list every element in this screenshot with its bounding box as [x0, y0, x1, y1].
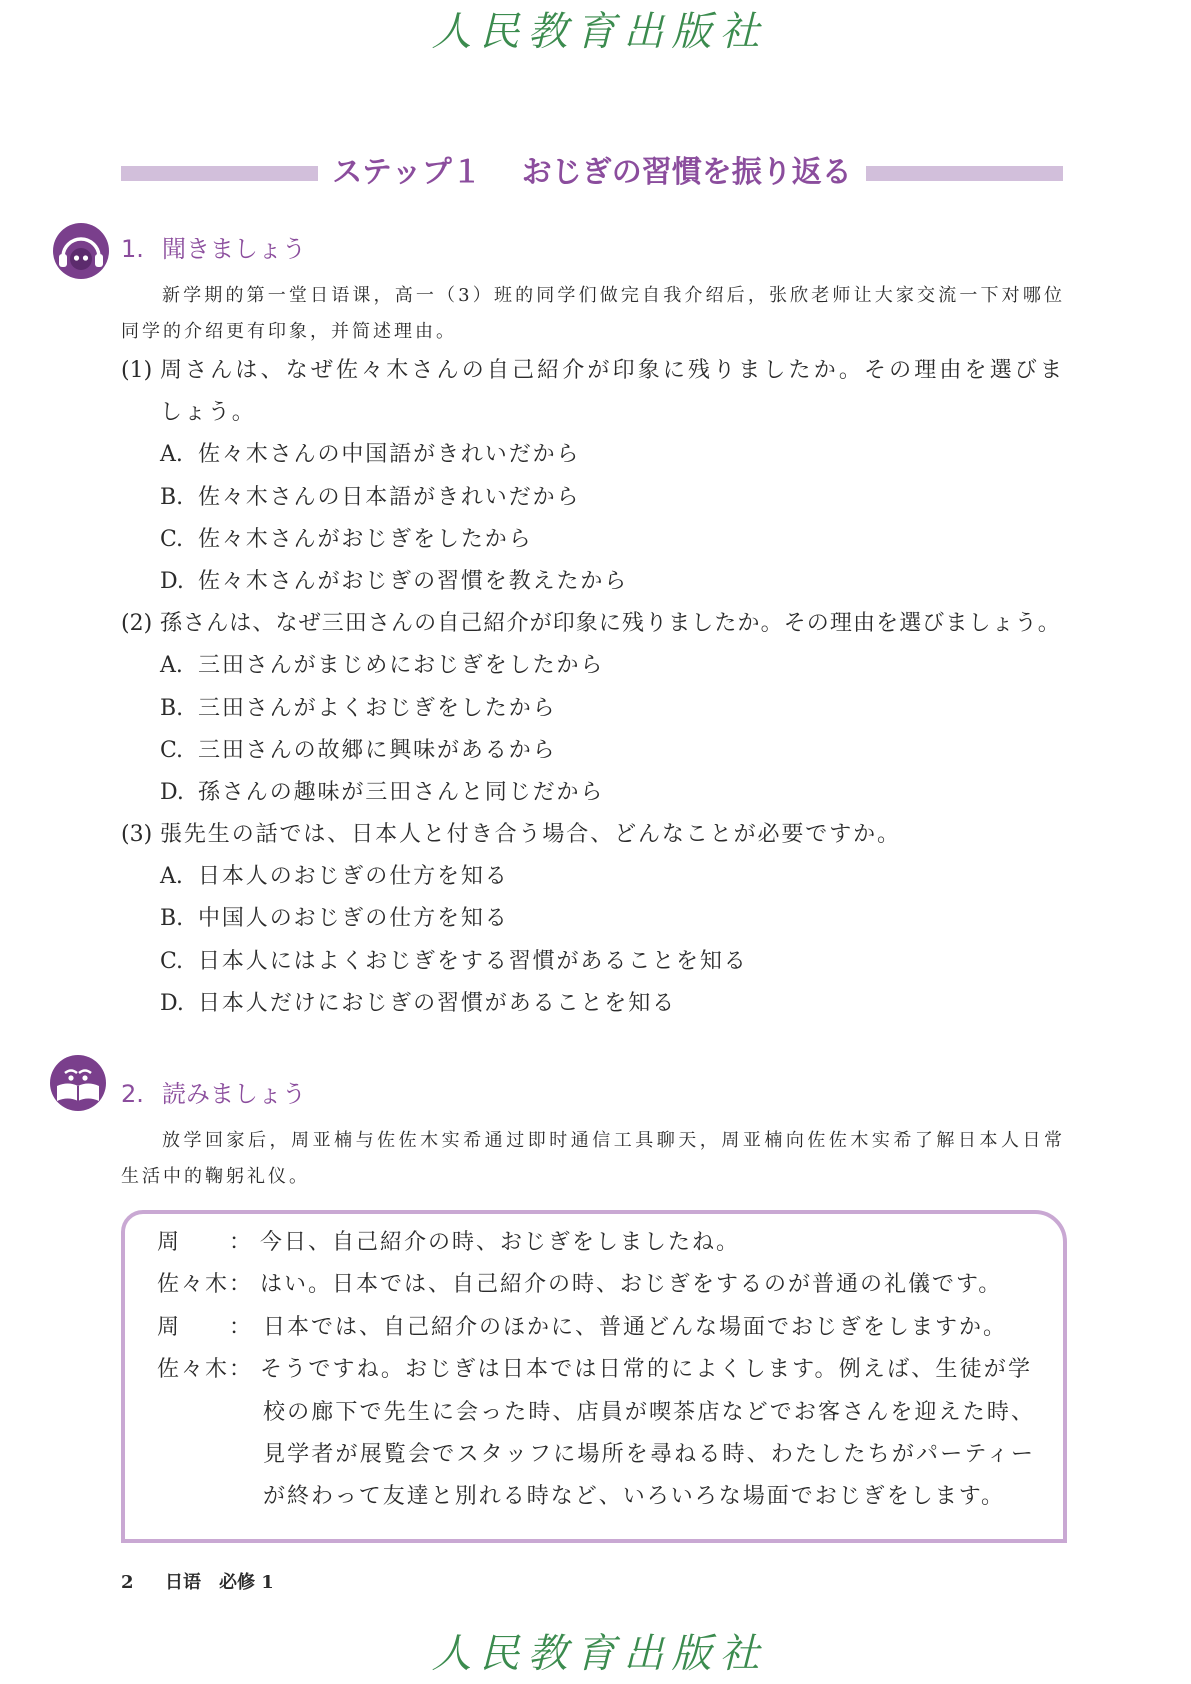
- step-banner: [121, 152, 1063, 194]
- intro-line-text: 生活中的鞠躬礼仪。: [121, 1166, 310, 1187]
- option-row: [121, 519, 1111, 561]
- option-letter: B.: [160, 695, 184, 721]
- intro-line-text: 新学期的第一堂日语课，高一（3）班的同学们做完自我介绍后，张欣老师让大家交流一下对哪位: [162, 285, 1063, 306]
- option-letter: A.: [160, 864, 183, 890]
- page-footer: [121, 1570, 274, 1596]
- page-number: 2: [121, 1572, 134, 1593]
- question-list: [121, 350, 1111, 1025]
- listen-intro: [121, 278, 1081, 350]
- section-title-text: 読みましょう: [162, 1080, 306, 1108]
- dialogue-row-continued: [125, 1476, 1063, 1518]
- option-text: 三田さんがまじめにおじぎをしたから: [198, 653, 605, 679]
- option-letter: C.: [160, 737, 184, 763]
- step-label: ステップ１: [332, 155, 482, 190]
- section-title-read: [121, 1073, 306, 1115]
- dialogue-text: そうですね。おじぎは日本では日常的によくします。例えば、生徒が学: [260, 1357, 1031, 1383]
- option-row: [121, 898, 1111, 940]
- intro-line-text: 同学的介绍更有印象，并简述理由。: [121, 321, 457, 342]
- option-text: 佐々木さんがおじぎをしたから: [198, 526, 533, 552]
- option-row: [121, 856, 1111, 898]
- dialogue-speaker: 佐々木: [157, 1272, 230, 1298]
- dialogue-colon: ：: [229, 1272, 252, 1298]
- option-letter: B.: [160, 906, 184, 932]
- banner-bar-left: [121, 166, 318, 181]
- dialogue-text: 今日、自己紹介の時、おじぎをしましたね。: [260, 1230, 741, 1255]
- option-row: [121, 434, 1111, 476]
- option-text: 三田さんがよくおじぎをしたから: [198, 695, 557, 721]
- dialogue-speaker: 佐々木: [157, 1357, 230, 1383]
- option-letter: D.: [160, 990, 184, 1016]
- option-row: [121, 772, 1111, 814]
- option-text: 三田さんの故郷に興味があるから: [198, 737, 557, 763]
- question-number: (3): [121, 822, 153, 848]
- intro-line: [121, 1123, 1081, 1159]
- option-row: [121, 477, 1111, 519]
- question-row-continued: [121, 392, 1111, 434]
- dialogue-colon: ：: [229, 1230, 252, 1255]
- dialogue-row: [125, 1264, 1063, 1306]
- question-text: 周さんは、なぜ佐々木さんの自己紹介が印象に残りましたか。その理由を選びま: [160, 358, 1063, 383]
- question-row: [121, 814, 1111, 856]
- intro-line: [121, 278, 1081, 314]
- option-row: [121, 983, 1111, 1025]
- dialogue-colon: ：: [229, 1314, 252, 1340]
- question-text: しょう。: [160, 400, 256, 426]
- question-text: 張先生の話では、日本人と付き合う場合、どんなことが必要ですか。: [160, 822, 901, 848]
- option-text: 佐々木さんがおじぎの習慣を教えたから: [198, 568, 629, 594]
- option-letter: D.: [160, 568, 184, 594]
- section-title-listen: [121, 228, 306, 270]
- dialogue-row: [125, 1222, 1063, 1264]
- option-text: 佐々木さんの中国語がきれいだから: [198, 442, 581, 468]
- publisher-logo-top: 人民教育出版社: [431, 9, 768, 55]
- dialogue-colon: ：: [229, 1357, 252, 1383]
- option-text: 日本人にはよくおじぎをする習慣があることを知る: [198, 948, 748, 974]
- option-row: [121, 941, 1111, 983]
- dialogue-text: はい。日本では、自己紹介の時、おじぎをするのが普通の礼儀です。: [260, 1272, 1003, 1298]
- option-letter: A.: [160, 653, 183, 679]
- option-letter: C.: [160, 526, 184, 552]
- dialogue-text: 日本では、自己紹介のほかに、普通どんな場面でおじぎをしますか。: [263, 1314, 1008, 1340]
- listening-icon: [51, 221, 111, 281]
- question-text: 孫さんは、なぜ三田さんの自己紹介が印象に残りましたか。その理由を選びましょう。: [160, 611, 1061, 637]
- option-letter: C.: [160, 948, 184, 974]
- option-text: 孫さんの趣味が三田さんと同じだから: [198, 779, 605, 805]
- step-title: [318, 152, 865, 194]
- intro-line-text: 放学回家后，周亚楠与佐佐木实希通过即时通信工具聊天，周亚楠向佐佐木实希了解日本人日常: [162, 1130, 1063, 1151]
- option-text: 日本人だけにおじぎの習慣があることを知る: [198, 990, 677, 1016]
- banner-bar-right: [866, 166, 1063, 181]
- intro-line: [121, 314, 1081, 350]
- question-number: (1): [121, 358, 153, 383]
- option-row: [121, 730, 1111, 772]
- dialogue-row-continued: [125, 1434, 1063, 1476]
- section-title-text: 聞きましょう: [162, 235, 306, 263]
- dialogue-row: [125, 1349, 1063, 1391]
- section-number: 1.: [121, 235, 144, 263]
- intro-line: [121, 1159, 1081, 1195]
- dialogue-text: 見学者が展覧会でスタッフに場所を尋ねる時、わたしたちがパーティー: [263, 1441, 1034, 1467]
- option-letter: B.: [160, 484, 184, 510]
- dialogue-speaker: 周: [157, 1314, 182, 1340]
- publisher-logo-bottom: 人民教育出版社: [431, 1631, 768, 1677]
- reading-icon: [48, 1053, 108, 1113]
- option-row: [121, 688, 1111, 730]
- section-number: 2.: [121, 1080, 144, 1108]
- step-title-text: おじぎの習慣を振り返る: [521, 155, 852, 190]
- option-text: 日本人のおじぎの仕方を知る: [198, 864, 509, 890]
- option-text: 佐々木さんの日本語がきれいだから: [198, 484, 581, 510]
- question-number: (2): [121, 611, 153, 637]
- dialogue-row: [125, 1307, 1063, 1349]
- dialogue-text: 校の廊下で先生に会った時、店員が喫茶店などでお客さんを迎えた時、: [263, 1399, 1034, 1425]
- dialogue-row-continued: [125, 1392, 1063, 1434]
- book-title: 日语 必修 1: [165, 1572, 274, 1593]
- option-text: 中国人のおじぎの仕方を知る: [198, 906, 509, 932]
- dialogue-text: が終わって友達と別れる時など、いろいろな場面でおじぎをします。: [263, 1484, 1006, 1510]
- question-row: [121, 350, 1111, 392]
- dialogue-speaker: 周: [157, 1230, 182, 1255]
- option-row: [121, 645, 1111, 687]
- option-row: [121, 561, 1111, 603]
- dialogue-box: [121, 1210, 1067, 1543]
- read-intro: [121, 1123, 1081, 1195]
- option-letter: D.: [160, 779, 184, 805]
- option-letter: A.: [160, 442, 183, 468]
- question-row: [121, 603, 1111, 645]
